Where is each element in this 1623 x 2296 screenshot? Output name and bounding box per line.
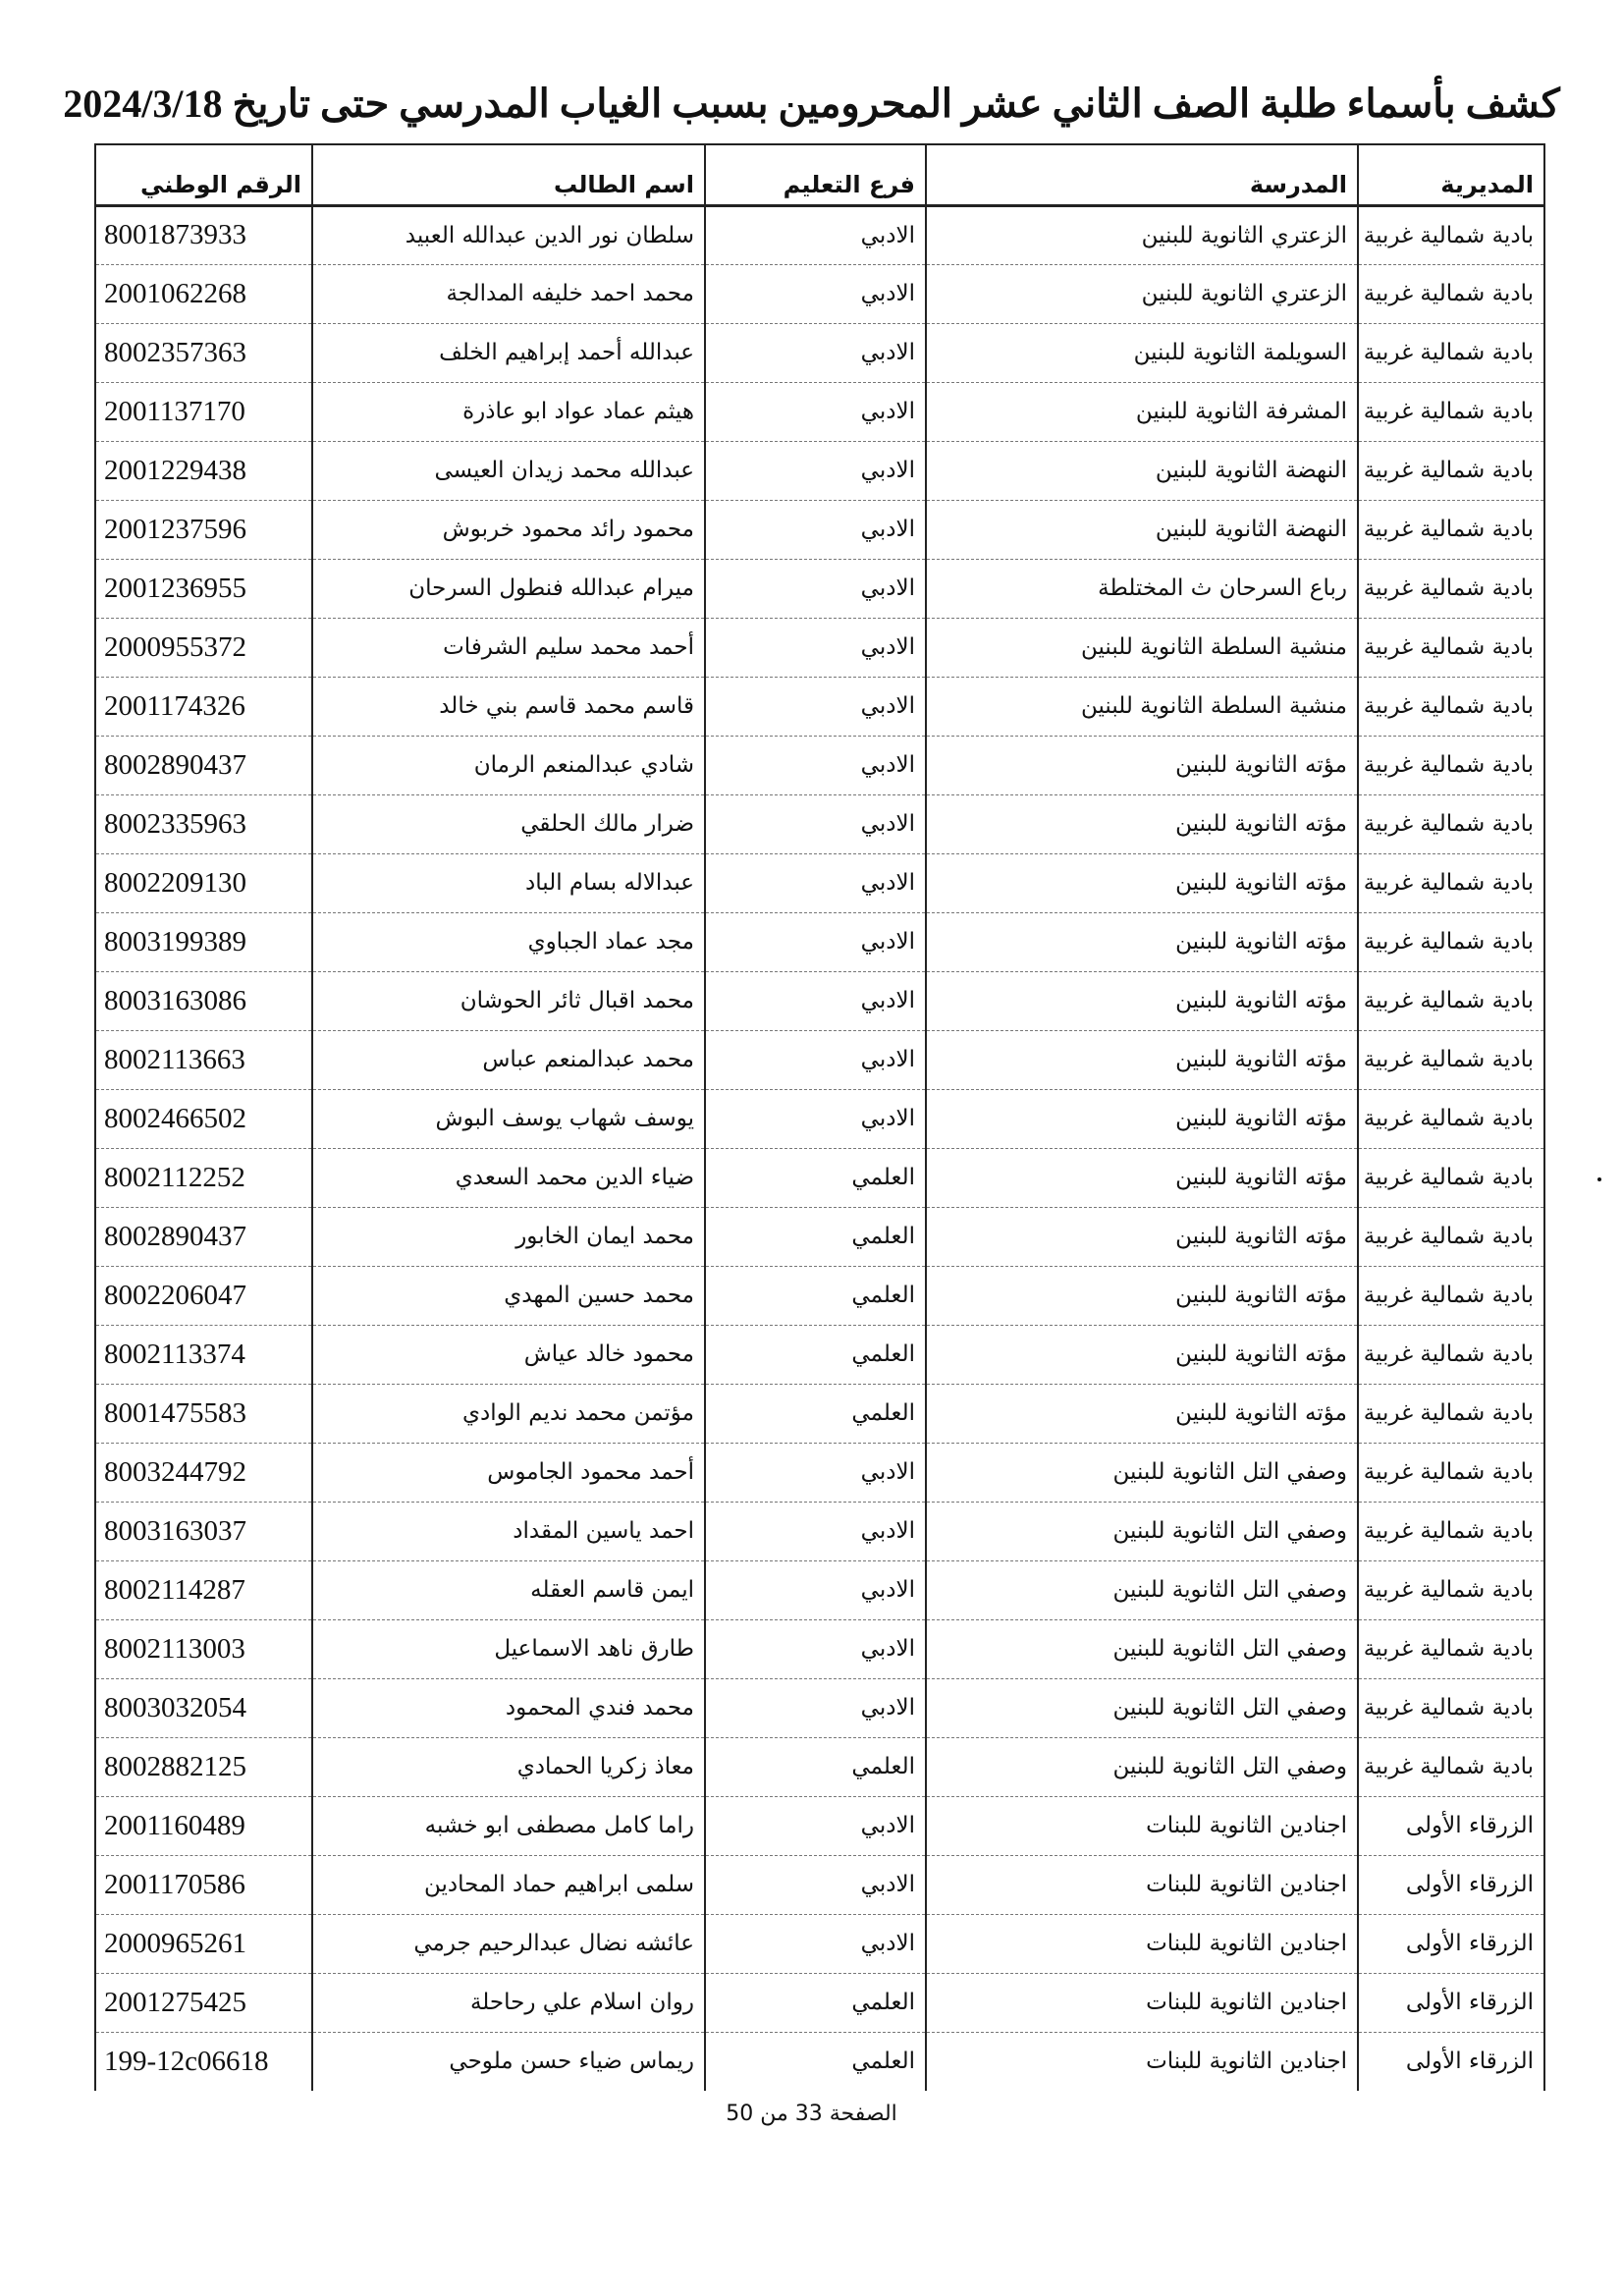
cell-national-id: 2001170586 [95,1855,312,1914]
stray-mark [1597,1177,1601,1181]
table-row [95,853,1544,912]
cell-student-name: محمد فندي المحمود [312,1678,705,1737]
cell-directorate: بادية شمالية غربية [1358,1266,1544,1325]
cell-national-id: 8002206047 [95,1266,312,1325]
cell-national-id: 2001062268 [95,264,312,323]
cell-directorate: بادية شمالية غربية [1358,1619,1544,1678]
cell-school: منشية السلطة الثانوية للبنين [926,677,1358,736]
cell-school: وصفي التل الثانوية للبنين [926,1443,1358,1502]
cell-branch: العلمي [705,1266,926,1325]
cell-branch: العلمي [705,1973,926,2032]
cell-national-id: 8002209130 [95,853,312,912]
cell-branch: الادبي [705,382,926,441]
cell-national-id: 8003032054 [95,1678,312,1737]
cell-school: السويلمة الثانوية للبنين [926,323,1358,382]
cell-directorate: بادية شمالية غربية [1358,559,1544,618]
cell-student-name: يوسف شهاب يوسف البوش [312,1089,705,1148]
cell-school: مؤته الثانوية للبنين [926,1325,1358,1384]
cell-school: اجنادين الثانوية للبنات [926,1796,1358,1855]
cell-directorate: بادية شمالية غربية [1358,912,1544,971]
cell-student-name: راما كامل مصطفى ابو خشبه [312,1796,705,1855]
cell-student-name: عبدالله أحمد إبراهيم الخلف [312,323,705,382]
cell-branch: الادبي [705,1560,926,1619]
cell-national-id: 8002114287 [95,1560,312,1619]
cell-school: النهضة الثانوية للبنين [926,441,1358,500]
cell-branch: الادبي [705,912,926,971]
cell-student-name: عبدالله محمد زيدان العيسى [312,441,705,500]
cell-directorate: بادية شمالية غربية [1358,1325,1544,1384]
cell-school: الزعتري الثانوية للبنين [926,264,1358,323]
page-title: كشف بأسماء طلبة الصف الثاني عشر المحرومين بسبب الغياب المدرسي حتى تاريخ 2024/3/18 [63,82,1560,126]
cell-student-name: مجد عماد الجباوي [312,912,705,971]
cell-branch: الادبي [705,205,926,264]
cell-school: اجنادين الثانوية للبنات [926,1973,1358,2032]
cell-directorate: بادية شمالية غربية [1358,323,1544,382]
cell-student-name: محمد ايمان الخابور [312,1207,705,1266]
cell-national-id: 2000965261 [95,1914,312,1973]
cell-student-name: سلطان نور الدين عبدالله العبيد [312,205,705,264]
cell-student-name: محمود رائد محمود خربوش [312,500,705,559]
cell-national-id: 8002335963 [95,794,312,853]
cell-student-name: احمد ياسين المقداد [312,1502,705,1560]
cell-branch: الادبي [705,1030,926,1089]
cell-national-id: 2001174326 [95,677,312,736]
header-school: المدرسة [926,144,1358,205]
cell-branch: الادبي [705,559,926,618]
cell-student-name: ضياء الدين محمد السعدي [312,1148,705,1207]
cell-school: مؤته الثانوية للبنين [926,1148,1358,1207]
table-row [95,1089,1544,1148]
cell-student-name: أحمد محمود الجاموس [312,1443,705,1502]
table-row [95,264,1544,323]
cell-student-name: ضرار مالك الحلقي [312,794,705,853]
cell-student-name: محمد احمد خليفه المدالجة [312,264,705,323]
cell-school: اجنادين الثانوية للبنات [926,1855,1358,1914]
cell-national-id: 8002113374 [95,1325,312,1384]
cell-national-id: 199-12c06618 [95,2032,312,2091]
cell-directorate: الزرقاء الأولى [1358,1973,1544,2032]
cell-branch: الادبي [705,1796,926,1855]
cell-directorate: بادية شمالية غربية [1358,1678,1544,1737]
cell-directorate: الزرقاء الأولى [1358,2032,1544,2091]
table-row [95,736,1544,794]
table-row [95,1266,1544,1325]
cell-national-id: 2001137170 [95,382,312,441]
cell-branch: العلمي [705,2032,926,2091]
cell-branch: الادبي [705,736,926,794]
cell-directorate: بادية شمالية غربية [1358,1030,1544,1089]
cell-branch: الادبي [705,500,926,559]
cell-student-name: ريماس ضياء حسن ملوحي [312,2032,705,2091]
cell-branch: الادبي [705,677,926,736]
table-row [95,1914,1544,1973]
cell-branch: الادبي [705,1678,926,1737]
cell-branch: العلمي [705,1207,926,1266]
cell-student-name: محمد عبدالمنعم عباس [312,1030,705,1089]
cell-branch: الادبي [705,618,926,677]
cell-directorate: بادية شمالية غربية [1358,1502,1544,1560]
cell-student-name: قاسم محمد قاسم بني خالد [312,677,705,736]
cell-national-id: 8002113003 [95,1619,312,1678]
cell-school: مؤته الثانوية للبنين [926,1384,1358,1443]
table-row [95,794,1544,853]
cell-directorate: بادية شمالية غربية [1358,1148,1544,1207]
cell-directorate: بادية شمالية غربية [1358,382,1544,441]
table-row [95,1560,1544,1619]
cell-student-name: معاذ زكريا الحمادي [312,1737,705,1796]
cell-branch: الادبي [705,1443,926,1502]
cell-school: مؤته الثانوية للبنين [926,794,1358,853]
cell-branch: الادبي [705,1855,926,1914]
cell-directorate: بادية شمالية غربية [1358,794,1544,853]
cell-national-id: 8001475583 [95,1384,312,1443]
cell-student-name: محمد اقبال ثائر الحوشان [312,971,705,1030]
cell-directorate: بادية شمالية غربية [1358,1443,1544,1502]
cell-student-name: أحمد محمد سليم الشرفات [312,618,705,677]
cell-national-id: 8002890437 [95,736,312,794]
cell-school: مؤته الثانوية للبنين [926,912,1358,971]
table-row [95,441,1544,500]
cell-school: منشية السلطة الثانوية للبنين [926,618,1358,677]
table-row [95,1325,1544,1384]
cell-school: وصفي التل الثانوية للبنين [926,1560,1358,1619]
table-header-row [95,144,1544,205]
cell-branch: الادبي [705,794,926,853]
cell-school: مؤته الثانوية للبنين [926,1266,1358,1325]
cell-student-name: عائشه نضال عبدالرحيم جرمي [312,1914,705,1973]
cell-branch: الادبي [705,1089,926,1148]
cell-national-id: 2001275425 [95,1973,312,2032]
cell-national-id: 8001873933 [95,205,312,264]
cell-directorate: الزرقاء الأولى [1358,1914,1544,1973]
table-row [95,971,1544,1030]
table-row [95,559,1544,618]
cell-national-id: 8003163086 [95,971,312,1030]
cell-school: وصفي التل الثانوية للبنين [926,1502,1358,1560]
cell-national-id: 8003199389 [95,912,312,971]
cell-directorate: بادية شمالية غربية [1358,1384,1544,1443]
table-row [95,1619,1544,1678]
cell-branch: الادبي [705,1502,926,1560]
cell-directorate: بادية شمالية غربية [1358,1089,1544,1148]
table-row [95,1678,1544,1737]
cell-school: مؤته الثانوية للبنين [926,1207,1358,1266]
cell-national-id: 8002882125 [95,1737,312,1796]
cell-student-name: محمد حسين المهدي [312,1266,705,1325]
cell-school: وصفي التل الثانوية للبنين [926,1737,1358,1796]
cell-school: المشرفة الثانوية للبنين [926,382,1358,441]
cell-branch: العلمي [705,1737,926,1796]
cell-national-id: 8003244792 [95,1443,312,1502]
page-number: الصفحة 33 من 50 [726,2102,897,2126]
cell-student-name: شادي عبدالمنعم الرمان [312,736,705,794]
header-directorate: المديرية [1358,144,1544,205]
cell-national-id: 2001237596 [95,500,312,559]
table-row [95,912,1544,971]
cell-school: رباع السرحان ث المختلطة [926,559,1358,618]
cell-school: وصفي التل الثانوية للبنين [926,1678,1358,1737]
cell-directorate: بادية شمالية غربية [1358,1737,1544,1796]
cell-school: مؤته الثانوية للبنين [926,853,1358,912]
cell-directorate: بادية شمالية غربية [1358,677,1544,736]
cell-school: اجنادين الثانوية للبنات [926,2032,1358,2091]
cell-directorate: بادية شمالية غربية [1358,1560,1544,1619]
cell-branch: العلمي [705,1148,926,1207]
cell-student-name: ميرام عبدالله فنطول السرحان [312,559,705,618]
table-row [95,677,1544,736]
cell-directorate: بادية شمالية غربية [1358,264,1544,323]
cell-branch: العلمي [705,1384,926,1443]
cell-school: اجنادين الثانوية للبنات [926,1914,1358,1973]
cell-school: مؤته الثانوية للبنين [926,1030,1358,1089]
cell-national-id: 8002112252 [95,1148,312,1207]
cell-student-name: عبدالاله بسام الباد [312,853,705,912]
cell-school: مؤته الثانوية للبنين [926,1089,1358,1148]
table-row [95,1855,1544,1914]
cell-school: وصفي التل الثانوية للبنين [926,1619,1358,1678]
cell-national-id: 8002466502 [95,1089,312,1148]
table-body [95,205,1544,2091]
cell-branch: الادبي [705,1619,926,1678]
header-national-id: الرقم الوطني [95,144,312,205]
table-row [95,1148,1544,1207]
cell-directorate: بادية شمالية غربية [1358,971,1544,1030]
table-row [95,500,1544,559]
cell-directorate: بادية شمالية غربية [1358,1207,1544,1266]
cell-branch: الادبي [705,853,926,912]
table-row [95,323,1544,382]
cell-branch: الادبي [705,323,926,382]
table-row [95,1443,1544,1502]
cell-branch: الادبي [705,441,926,500]
header-branch: فرع التعليم [705,144,926,205]
cell-student-name: روان اسلام علي رحاحلة [312,1973,705,2032]
cell-branch: الادبي [705,1914,926,1973]
cell-national-id: 2000955372 [95,618,312,677]
cell-directorate: بادية شمالية غربية [1358,618,1544,677]
cell-branch: الادبي [705,264,926,323]
cell-student-name: محمود خالد عياش [312,1325,705,1384]
table-row [95,1384,1544,1443]
cell-school: مؤته الثانوية للبنين [926,971,1358,1030]
cell-student-name: هيثم عماد عواد ابو عاذرة [312,382,705,441]
cell-directorate: الزرقاء الأولى [1358,1855,1544,1914]
cell-national-id: 8002113663 [95,1030,312,1089]
cell-national-id: 8002357363 [95,323,312,382]
cell-branch: الادبي [705,971,926,1030]
cell-directorate: بادية شمالية غربية [1358,500,1544,559]
cell-school: مؤته الثانوية للبنين [926,736,1358,794]
students-table [94,143,1545,2091]
cell-school: الزعتري الثانوية للبنين [926,205,1358,264]
cell-national-id: 2001229438 [95,441,312,500]
cell-national-id: 2001160489 [95,1796,312,1855]
cell-national-id: 8003163037 [95,1502,312,1560]
cell-student-name: ايمن قاسم العقله [312,1560,705,1619]
cell-branch: العلمي [705,1325,926,1384]
table-row [95,1973,1544,2032]
cell-student-name: طارق ناهد الاسماعيل [312,1619,705,1678]
cell-national-id: 8002890437 [95,1207,312,1266]
cell-school: النهضة الثانوية للبنين [926,500,1358,559]
cell-directorate: بادية شمالية غربية [1358,205,1544,264]
cell-directorate: بادية شمالية غربية [1358,441,1544,500]
cell-directorate: بادية شمالية غربية [1358,736,1544,794]
cell-national-id: 2001236955 [95,559,312,618]
cell-student-name: سلمى ابراهيم حماد المحادين [312,1855,705,1914]
cell-directorate: الزرقاء الأولى [1358,1796,1544,1855]
cell-student-name: مؤتمن محمد نديم الوادي [312,1384,705,1443]
table-row [95,1207,1544,1266]
table-row [95,1737,1544,1796]
table-row [95,2032,1544,2091]
table-row [95,1502,1544,1560]
table-row [95,618,1544,677]
table-row [95,1796,1544,1855]
table-row [95,382,1544,441]
table-row [95,1030,1544,1089]
cell-directorate: بادية شمالية غربية [1358,853,1544,912]
table-row [95,205,1544,264]
header-student-name: اسم الطالب [312,144,705,205]
